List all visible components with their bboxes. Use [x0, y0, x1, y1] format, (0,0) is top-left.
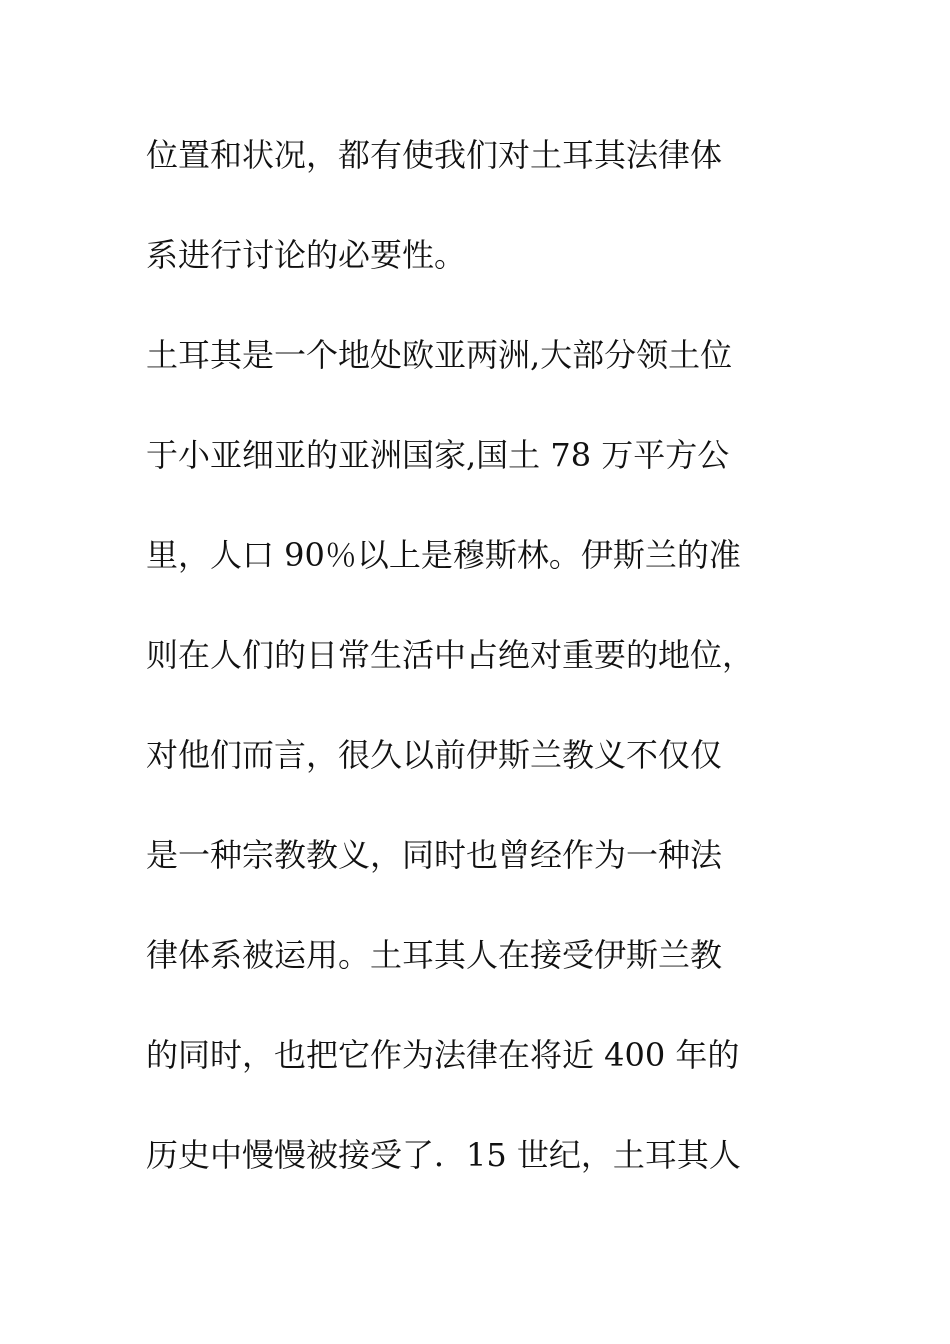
text-line-3: 土耳其是一个地处欧亚两洲,大部分领土位: [146, 336, 733, 374]
text-line-6: 则在人们的日常生活中占绝对重要的地位，: [146, 636, 755, 674]
text-line-10: 的同时，也把它作为法律在将近 400 年的: [146, 1036, 740, 1074]
text-line-2: 系进行讨论的必要性。: [146, 236, 467, 274]
text-line-7: 对他们而言，很久以前伊斯兰教义不仅仅: [146, 736, 723, 774]
text-line-5: 里，人口 90％以上是穆斯林。伊斯兰的准: [146, 536, 741, 574]
text-line-11: 历史中慢慢被接受了．15 世纪，土耳其人: [146, 1136, 741, 1174]
text-line-8: 是一种宗教教义，同时也曾经作为一种法: [146, 836, 723, 874]
text-line-4: 于小亚细亚的亚洲国家,国土 78 万平方公: [146, 436, 730, 474]
text-line-1: 位置和状况，都有使我们对土耳其法律体: [146, 136, 723, 174]
text-line-9: 律体系被运用。土耳其人在接受伊斯兰教: [146, 936, 723, 974]
